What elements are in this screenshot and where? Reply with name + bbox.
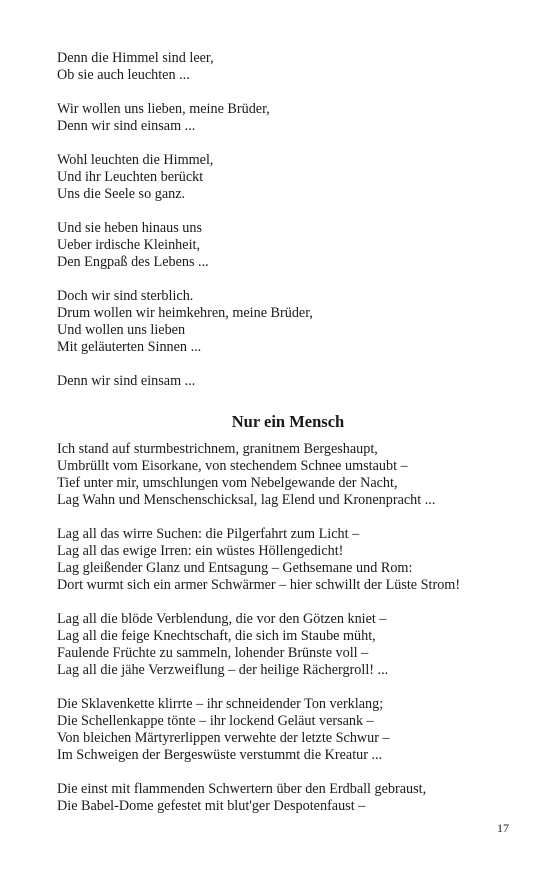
- stanza: [57, 526, 527, 594]
- verse-line: Ich stand auf sturmbestrichnem, granitnem Bergeshaupt,: [57, 441, 378, 457]
- stanza: [57, 781, 527, 815]
- verse-line: Die einst mit flammenden Schwertern über den Erdball gebraust,: [57, 781, 427, 797]
- verse-line: Und ihr Leuchten berückt: [57, 169, 204, 185]
- stanza: [57, 611, 527, 679]
- verse-line: Ueber irdische Kleinheit,: [57, 237, 201, 253]
- verse-line: Mit geläuterten Sinnen ...: [57, 339, 202, 355]
- verse-line: Dort wurmt sich ein armer Schwärmer – hier schwillt der Lüste Strom!: [57, 577, 461, 593]
- verse-line: Wohl leuchten die Himmel,: [57, 152, 214, 168]
- verse-line: Lag gleißender Glanz und Entsagung – Gethsemane und Rom:: [57, 560, 413, 576]
- poem-continuation: [57, 50, 527, 390]
- verse-line: Die Schellenkappe tönte – ihr lockend Geläut versank –: [57, 713, 374, 729]
- verse-line: Die Sklavenkette klirrte – ihr schneidender Ton verklang;: [57, 696, 384, 712]
- page-number: 17: [497, 821, 509, 835]
- verse-line: Lag all die blöde Verblendung, die vor den Götzen kniet –: [57, 611, 387, 627]
- verse-line: Ob sie auch leuchten ...: [57, 67, 190, 83]
- stanza: [57, 696, 527, 764]
- verse-line: Faulende Früchte zu sammeln, lohender Brünste voll –: [57, 645, 369, 661]
- verse-line: Uns die Seele so ganz.: [57, 186, 186, 202]
- stanza: [57, 220, 527, 271]
- stanza: [57, 152, 527, 203]
- poem-title: Nur ein Mensch: [231, 412, 345, 431]
- verse-line: Denn wir sind einsam ...: [57, 118, 196, 134]
- verse-line: Lag all die jähe Verzweiflung – der heilige Rächergroll! ...: [57, 662, 389, 678]
- verse-line: Denn wir sind einsam ...: [57, 373, 196, 389]
- stanza: [57, 288, 527, 356]
- verse-line: Die Babel-Dome gefestet mit blut'ger Despotenfaust –: [57, 798, 366, 814]
- verse-line: Lag all das ewige Irren: ein wüstes Höllengedicht!: [57, 543, 344, 559]
- stanza: [57, 441, 527, 509]
- verse-line: Lag all das wirre Suchen: die Pilgerfahrt zum Licht –: [57, 526, 360, 542]
- verse-line: Wir wollen uns lieben, meine Brüder,: [57, 101, 270, 117]
- verse-line: Im Schweigen der Bergeswüste verstummt die Kreatur ...: [57, 747, 383, 763]
- book-page: [57, 50, 527, 832]
- poem-nur-ein-mensch: [57, 441, 527, 815]
- verse-line: Doch wir sind sterblich.: [57, 288, 194, 304]
- verse-line: Tief unter mir, umschlungen vom Nebelgewande der Nacht,: [57, 475, 398, 491]
- verse-line: Denn die Himmel sind leer,: [57, 50, 214, 66]
- verse-line: Lag all die feige Knechtschaft, die sich im Staube müht,: [57, 628, 376, 644]
- stanza: [57, 101, 527, 135]
- verse-line: Drum wollen wir heimkehren, meine Brüder,: [57, 305, 313, 321]
- stanza: [57, 50, 527, 84]
- verse-line: Und sie heben hinaus uns: [57, 220, 203, 236]
- verse-line: Lag Wahn und Menschenschicksal, lag Elend und Kronenpracht ...: [57, 492, 436, 508]
- verse-line: Und wollen uns lieben: [57, 322, 186, 338]
- stanza: [57, 373, 527, 390]
- verse-line: Umbrüllt vom Eisorkane, von stechendem Schnee umstaubt –: [57, 458, 408, 474]
- verse-line: Von bleichen Märtyrerlippen verwehte der letzte Schwur –: [57, 730, 390, 746]
- verse-line: Den Engpaß des Lebens ...: [57, 254, 209, 270]
